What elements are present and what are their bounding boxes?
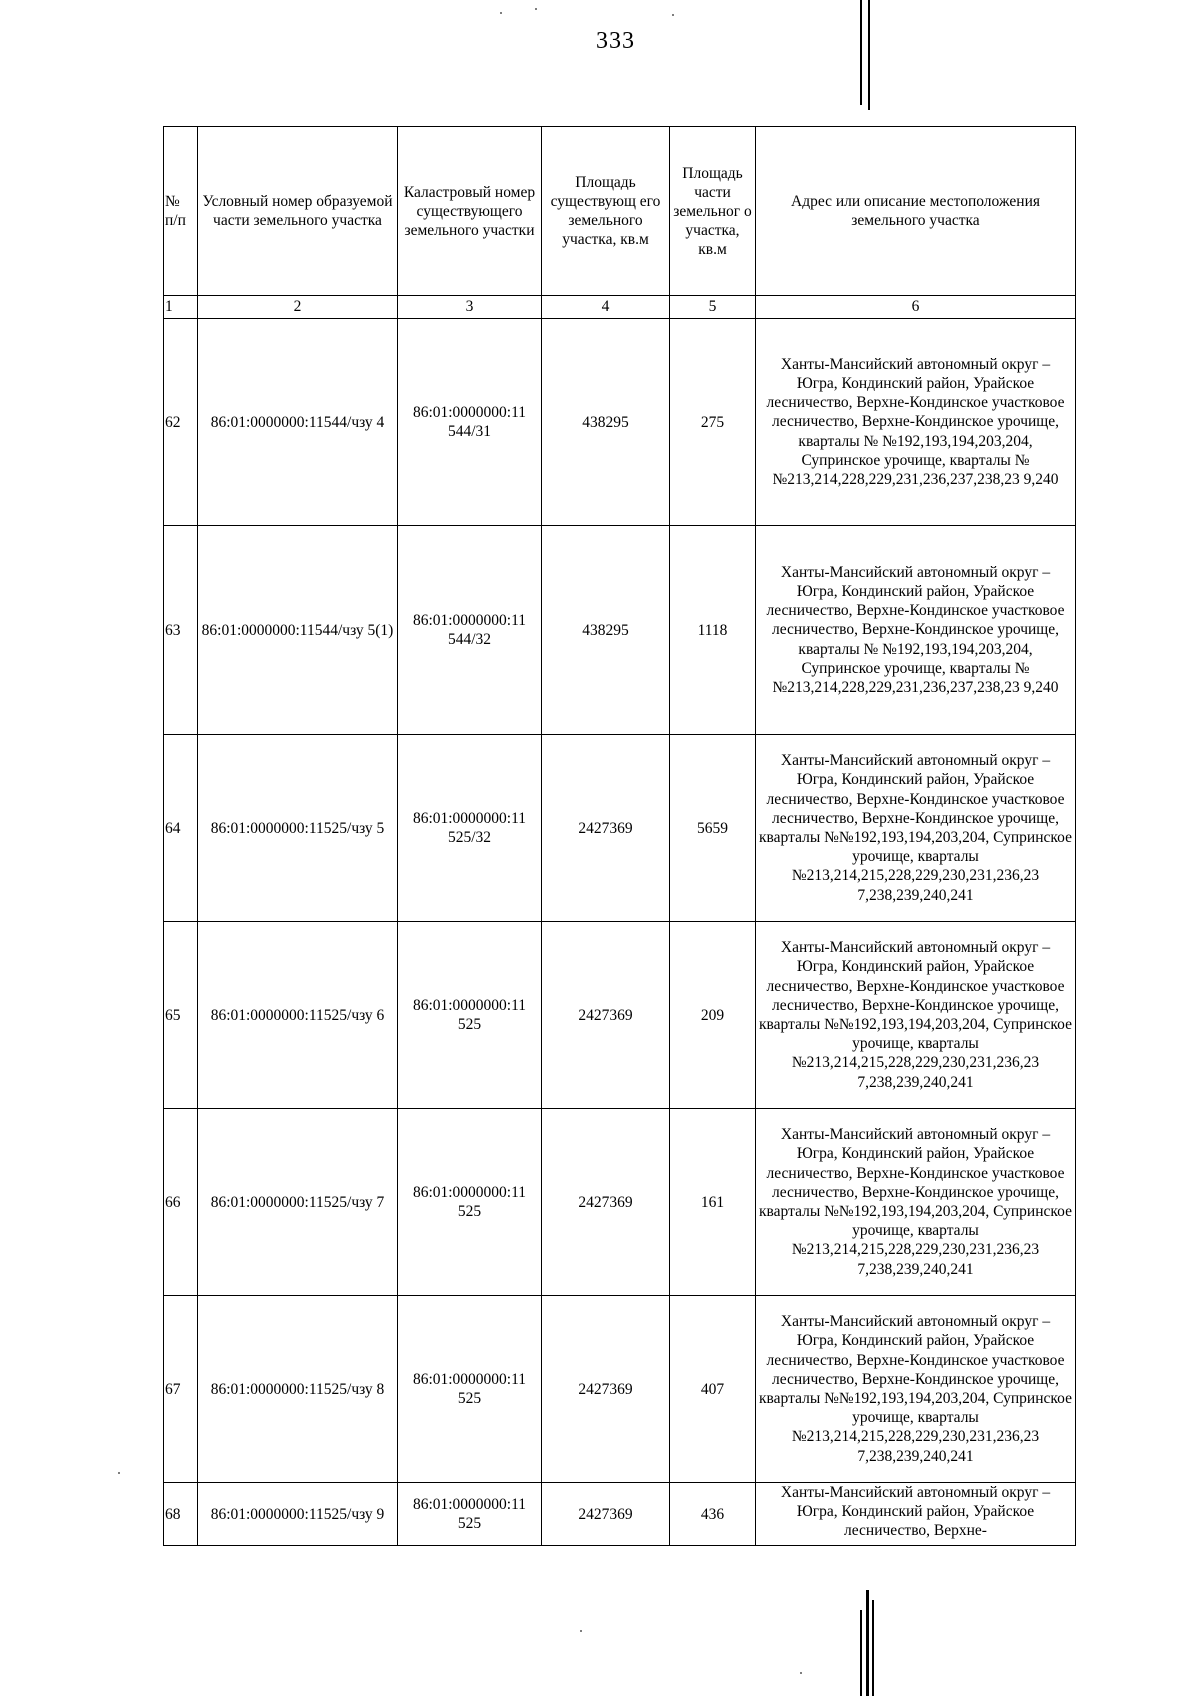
column-number: 4: [542, 296, 670, 319]
land-plots-table: [163, 126, 1076, 1546]
scan-speck: [672, 14, 674, 16]
row-address: Ханты-Мансийский автономный округ – Югра, Кондинский район, Урайское лесничество, Верхне-Кондинское участковое лесничество, Верхне-Кондинское урочище, кварталы №№192,193,194,203,204, Супринское урочище, кварталы №213,214,215,228,229,230,231,236,23 7,238,239,240,241: [756, 1109, 1076, 1296]
scan-binding-mark: [872, 1600, 874, 1696]
row-num: 63: [164, 526, 198, 735]
row-area-part: 1118: [670, 526, 756, 735]
column-number: 6: [756, 296, 1076, 319]
row-address: Ханты-Мансийский автономный округ – Югра, Кондинский район, Урайское лесничество, Верхне-Кондинское участковое лесничество, Верхне-Кондинское урочище, кварталы № №192,193,194,203,204, Супринское урочище, кварталы № №213,214,228,229,231,236,237,238,23 9,240: [756, 526, 1076, 735]
row-area-total: 2427369: [542, 735, 670, 922]
table-row: [164, 922, 1076, 1109]
row-address: Ханты-Мансийский автономный округ – Югра, Кондинский район, Урайское лесничество, Верхне-Кондинское участковое лесничество, Верхне-Кондинское урочище, кварталы №№192,193,194,203,204, Супринское урочище, кварталы №213,214,215,228,229,230,231,236,23 7,238,239,240,241: [756, 922, 1076, 1109]
scan-binding-mark: [866, 1590, 869, 1696]
header-part-number: Условный номер образуемой части земельного участка: [198, 127, 398, 296]
row-area-total: 438295: [542, 526, 670, 735]
row-area-part: 407: [670, 1296, 756, 1483]
column-number: 1: [164, 296, 198, 319]
row-area-total: 2427369: [542, 1483, 670, 1546]
row-num: 65: [164, 922, 198, 1109]
row-num: 68: [164, 1483, 198, 1546]
row-cadastral: 86:01:0000000:11 525: [398, 1109, 542, 1296]
row-part-number: 86:01:0000000:11525/чзу 5: [198, 735, 398, 922]
scan-speck: [535, 8, 537, 10]
table-row: [164, 1483, 1076, 1546]
table-row: [164, 1109, 1076, 1296]
column-number-row: [164, 296, 1076, 319]
row-address: Ханты-Мансийский автономный округ – Югра, Кондинский район, Урайское лесничество, Верхне-Кондинское участковое лесничество, Верхне-Кондинское урочище, кварталы № №192,193,194,203,204, Супринское урочище, кварталы № №213,214,228,229,231,236,237,238,23 9,240: [756, 319, 1076, 526]
row-cadastral: 86:01:0000000:11 525: [398, 922, 542, 1109]
row-cadastral: 86:01:0000000:11 544/31: [398, 319, 542, 526]
scan-speck: [500, 12, 502, 14]
row-part-number: 86:01:0000000:11525/чзу 9: [198, 1483, 398, 1546]
table-row: [164, 319, 1076, 526]
row-area-part: 5659: [670, 735, 756, 922]
header-num: № п/п: [164, 127, 198, 296]
row-num: 67: [164, 1296, 198, 1483]
scan-binding-mark: [860, 0, 862, 105]
column-number: 2: [198, 296, 398, 319]
scan-speck: [580, 1630, 582, 1632]
page-number: 333: [596, 28, 635, 54]
row-area-part: 161: [670, 1109, 756, 1296]
row-part-number: 86:01:0000000:11544/чзу 4: [198, 319, 398, 526]
column-number: 5: [670, 296, 756, 319]
scan-speck: [800, 1672, 802, 1674]
row-cadastral: 86:01:0000000:11 525/32: [398, 735, 542, 922]
scan-speck: [118, 1472, 120, 1474]
row-area-total: 2427369: [542, 1296, 670, 1483]
row-cadastral: 86:01:0000000:11 525: [398, 1483, 542, 1546]
row-address: Ханты-Мансийский автономный округ – Югра, Кондинский район, Урайское лесничество, Верхне-Кондинское участковое лесничество, Верхне-Кондинское урочище, кварталы №№192,193,194,203,204, Супринское урочище, кварталы №213,214,215,228,229,230,231,236,23 7,238,239,240,241: [756, 1296, 1076, 1483]
row-part-number: 86:01:0000000:11544/чзу 5(1): [198, 526, 398, 735]
row-area-part: 209: [670, 922, 756, 1109]
header-area-part: Площадь части земельног о участка, кв.м: [670, 127, 756, 296]
row-address: Ханты-Мансийский автономный округ – Югра, Кондинский район, Урайское лесничество, Верхне-: [756, 1483, 1076, 1546]
table-row: [164, 1296, 1076, 1483]
scan-binding-mark: [860, 1610, 862, 1696]
header-cadastral: Каластровый номер существующего земельного участки: [398, 127, 542, 296]
row-area-part: 275: [670, 319, 756, 526]
header-address: Адрес или описание местоположения земельного участка: [756, 127, 1076, 296]
column-number: 3: [398, 296, 542, 319]
row-num: 66: [164, 1109, 198, 1296]
row-num: 62: [164, 319, 198, 526]
row-area-part: 436: [670, 1483, 756, 1546]
table-row: [164, 526, 1076, 735]
row-cadastral: 86:01:0000000:11 544/32: [398, 526, 542, 735]
table-header-row: [164, 127, 1076, 296]
scan-binding-mark: [868, 0, 870, 110]
row-cadastral: 86:01:0000000:11 525: [398, 1296, 542, 1483]
row-part-number: 86:01:0000000:11525/чзу 7: [198, 1109, 398, 1296]
table-row: [164, 735, 1076, 922]
row-area-total: 2427369: [542, 1109, 670, 1296]
row-part-number: 86:01:0000000:11525/чзу 6: [198, 922, 398, 1109]
header-area-total: Площадь существующ его земельного участка, кв.м: [542, 127, 670, 296]
row-area-total: 2427369: [542, 922, 670, 1109]
row-num: 64: [164, 735, 198, 922]
row-part-number: 86:01:0000000:11525/чзу 8: [198, 1296, 398, 1483]
row-address: Ханты-Мансийский автономный округ – Югра, Кондинский район, Урайское лесничество, Верхне-Кондинское участковое лесничество, Верхне-Кондинское урочище, кварталы №№192,193,194,203,204, Супринское урочище, кварталы №213,214,215,228,229,230,231,236,23 7,238,239,240,241: [756, 735, 1076, 922]
row-area-total: 438295: [542, 319, 670, 526]
